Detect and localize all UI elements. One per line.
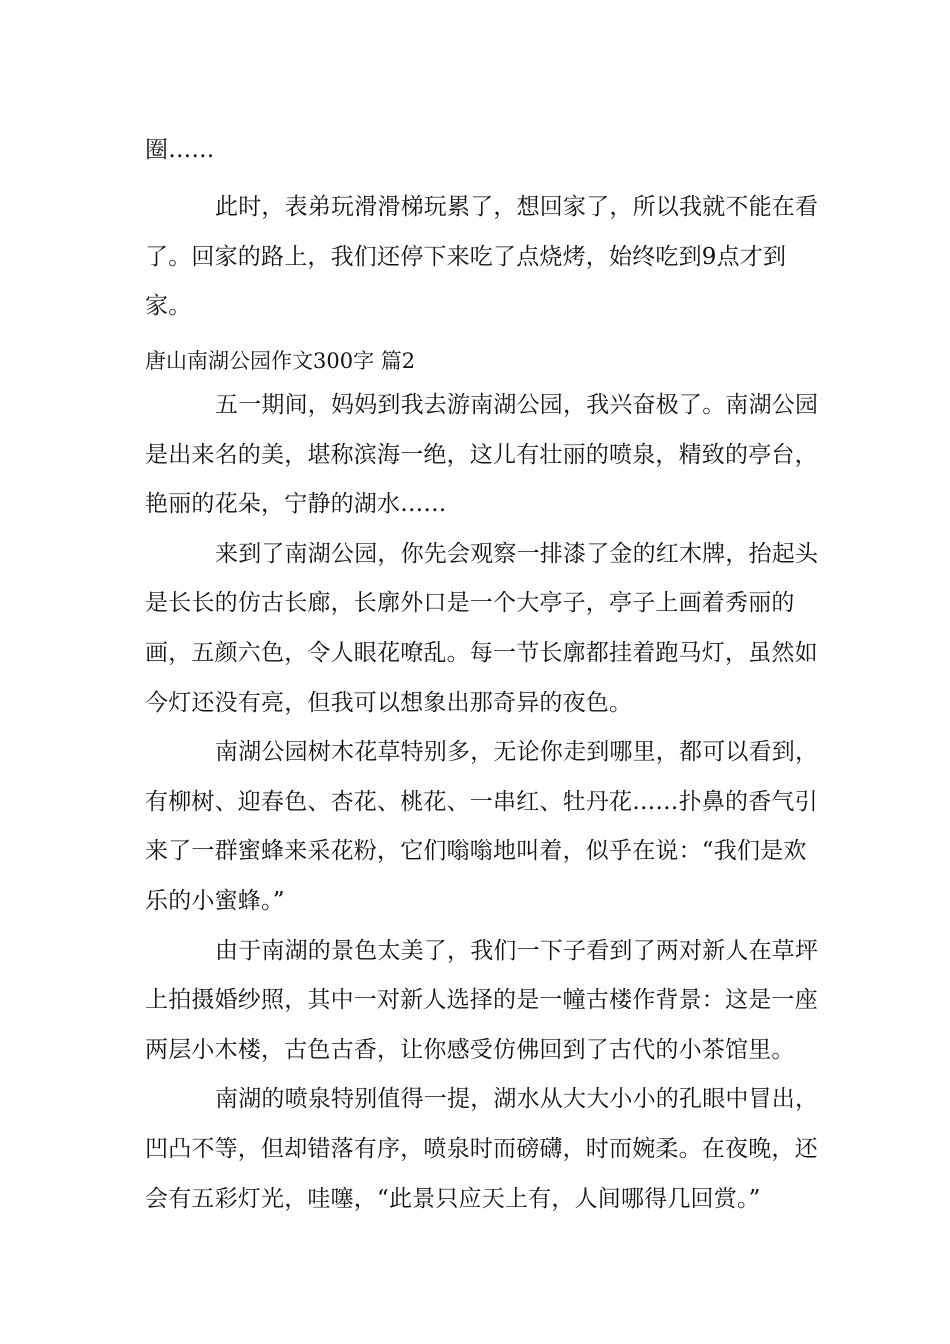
paragraph: 五一期间，妈妈到我去游南湖公园，我兴奋极了。南湖公园是出来名的美，堪称滨海一绝，这儿有壮丽的喷泉，精致的亭台，艳丽的花朵，宁静的湖水……: [145, 392, 819, 518]
paragraph: 南湖公园树木花草特别多，无论你走到哪里，都可以看到，有柳树、迎春色、杏花、桃花、一串红、牡丹花……扑鼻的香气引来了一群蜜蜂来采花粉，它们嗡嗡地叫着，似乎在说：“我们是欢乐的小蜜蜂。”: [145, 739, 819, 914]
paragraph: 此时，表弟玩滑滑梯玩累了，想回家了，所以我就不能在看了。回家的路上，我们还停下来吃了点烧烤，始终吃到9点才到家。: [145, 194, 819, 320]
section-body: [145, 381, 825, 1224]
section-heading: 唐山南湖公园作文300字 篇2: [145, 349, 416, 373]
paragraph: 来到了南湖公园，你先会观察一排漆了金的红木牌，抬起头是长长的仿古长廊，长廓外口是一个大亭子，亭子上画着秀丽的画，五颜六色，令人眼花嘹乱。每一节长廓都挂着跑马灯，虽然如今灯还没有亮，但我可以想象出那奇异的夜色。: [145, 540, 819, 716]
continuation-text: 圈……: [145, 137, 215, 163]
paragraph: 南湖的喷泉特别值得一提，湖水从大大小小的孔眼中冒出，凹凸不等，但却错落有序，喷泉时而磅礴，时而婉柔。在夜晚，还会有五彩灯光，哇噻，“此景只应天上有，人间哪得几回赏。”: [145, 1086, 819, 1212]
paragraph: 由于南湖的景色太美了，我们一下子看到了两对新人在草坪上拍摄婚纱照，其中一对新人选择的是一幢古楼作背景：这是一座两层小木楼，古色古香，让你感受仿佛回到了古代的小茶馆里。: [145, 937, 819, 1063]
